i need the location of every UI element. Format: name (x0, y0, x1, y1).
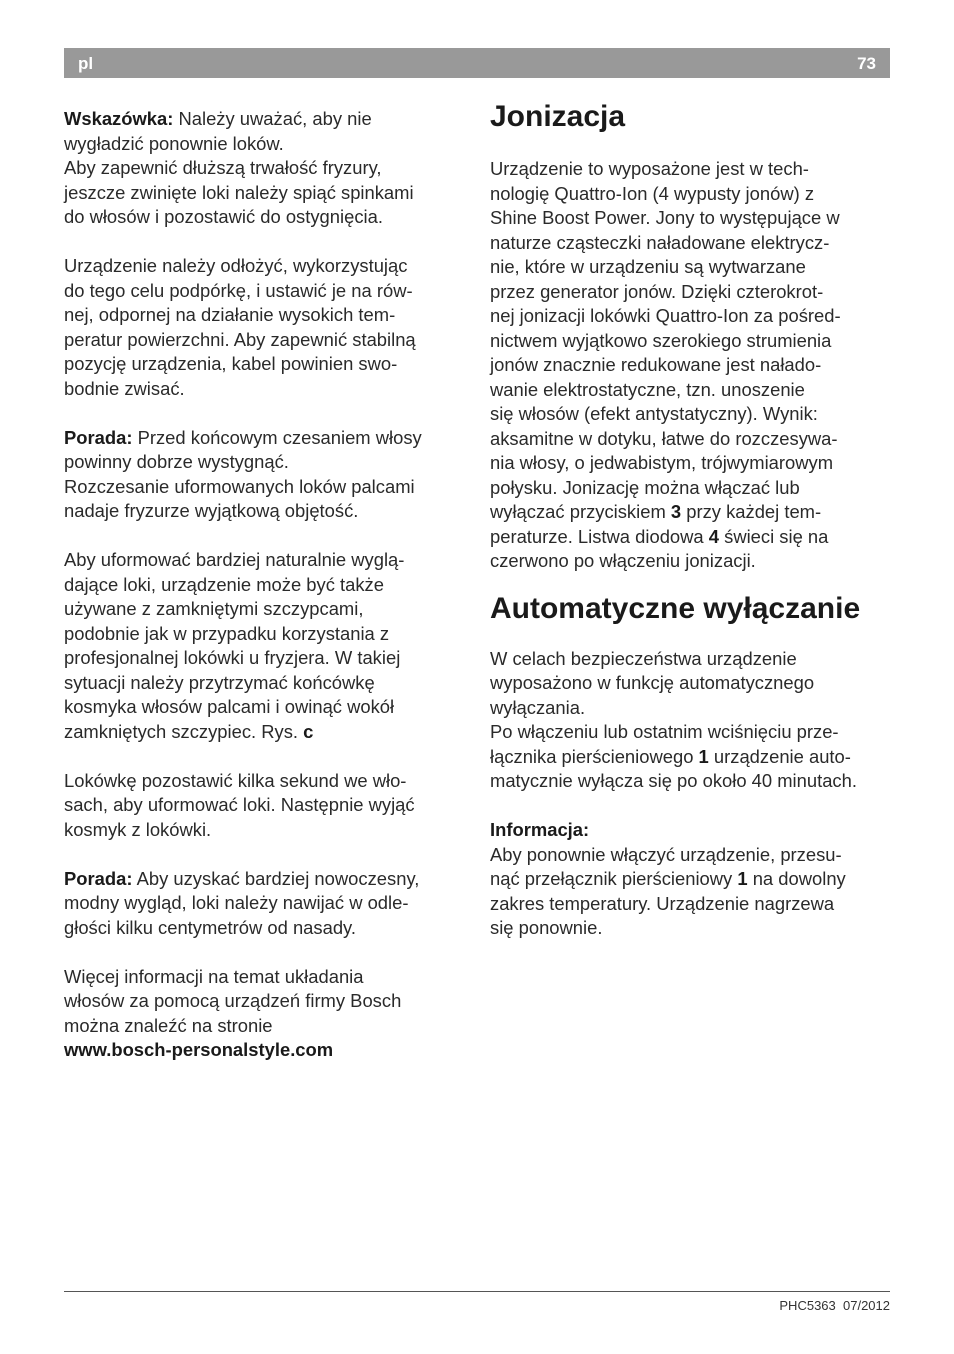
text-line: matycznie wyłącza się po około 40 minutach. (490, 770, 857, 791)
figure-reference: c (303, 720, 314, 742)
website-link[interactable]: www.bosch-personalstyle.com (64, 1039, 334, 1060)
text-line: można znaleźć na stronie (64, 1014, 273, 1036)
button-reference: 3 (670, 501, 682, 522)
text-line: profesjonalnej lokówki u fryzjera. W takiej (64, 647, 401, 668)
text-line: Aby zapewnić dłuższą trwałość fryzury, (64, 157, 382, 178)
text-line: Aby uzyskać bardziej nowoczesny, (132, 867, 420, 889)
natural-curls-paragraph (64, 548, 469, 744)
text-line: Lokówkę pozostawić kilka sekund we wło- (64, 769, 407, 791)
text-line: urządzenie auto- (708, 745, 851, 767)
text-line: peraturze. Listwa diodowa (490, 525, 709, 547)
text-line: Aby ponownie włączyć urządzenie, przesu- (490, 843, 842, 865)
text-line: powinny dobrze wystygnąć. (64, 451, 289, 472)
footer (779, 1298, 890, 1313)
text-line: włosów za pomocą urządzeń firmy Bosch (64, 990, 402, 1011)
text-line: bodnie zwisać. (64, 377, 185, 399)
text-line: aksamitne w dotyku, łatwe do rozczesywa- (490, 427, 838, 449)
led-reference: 4 (708, 525, 720, 547)
tip-label: Porada: (64, 867, 133, 889)
text-line: dające loki, urządzenie może być także (64, 573, 384, 595)
text-line: Aby uformować bardziej naturalnie wyglą- (64, 549, 405, 570)
text-line: nadaje fryzurze wyjątkową objętość. (64, 500, 359, 521)
text-line: wygładzić ponownie loków. (64, 132, 284, 154)
model-code: PHC5363 (779, 1298, 836, 1313)
text-line: podobnie jak w przypadku korzystania z (64, 622, 390, 644)
text-line: sytuacji należy przytrzymać końcówkę (64, 671, 375, 693)
text-line: wyłączać przyciskiem (490, 501, 671, 522)
text-line: połysku. Jonizację można włączać lub (490, 476, 800, 498)
information-paragraph (490, 818, 890, 941)
text-line: na dowolny (747, 868, 846, 889)
text-line: kosmyka włosów palcami i owinąć wokół (64, 696, 395, 717)
language-code: pl (78, 54, 94, 73)
text-line: Rozczesanie uformowanych loków palcami (64, 475, 415, 497)
text-line: sach, aby uformować loki. Następnie wyjąć (64, 794, 415, 815)
text-line: głości kilku centymetrów od nasady. (64, 916, 356, 938)
text-line: naturze cząsteczki naładowane elektrycz- (490, 231, 830, 253)
information-label: Informacja: (490, 819, 590, 840)
text-line: nej jonizacji lokówki Quattro-Ion za pośred- (490, 305, 841, 326)
text-line: Shine Boost Power. Jony to występujące w (490, 207, 840, 228)
text-line: nictwem wyjątkowo szerokiego strumienia (490, 329, 832, 351)
note-label: Wskazówka: (64, 108, 174, 129)
text-line: pozycję urządzenia, kabel powinien swo- (64, 353, 398, 374)
footer-divider (64, 1291, 890, 1292)
edition-date: 07/2012 (843, 1298, 890, 1313)
text-line: kosmyk z lokówki. (64, 818, 212, 840)
text-line: nej, odpornej na działanie wysokich tem- (64, 304, 396, 325)
ionization-heading: Jonizacja (490, 100, 626, 133)
ionization-paragraph (490, 157, 890, 574)
switch-reference: 1 (698, 745, 709, 767)
tip-paragraph-2 (64, 867, 469, 941)
text-line: jonów znacznie redukowane jest nałado- (490, 354, 822, 375)
text-line: Więcej informacji na temat układania (64, 965, 364, 987)
text-line: Urządzenie to wyposażone jest w tech- (490, 158, 809, 179)
tip-label: Porada: (64, 426, 133, 448)
note-paragraph (64, 107, 469, 230)
text-line: do tego celu podpórkę, i ustawić je na rów- (64, 279, 413, 301)
text-line: zakres temperatury. Urządzenie nagrzewa (490, 892, 835, 914)
text-line: nąć przełącznik pierścieniowy (490, 868, 738, 889)
text-line: peratur powierzchni. Aby zapewnić stabilną (64, 328, 416, 350)
text-line: nologię Quattro-Ion (4 wypusty jonów) z (490, 182, 815, 204)
text-line: Przed końcowym czesaniem włosy (132, 426, 422, 448)
text-line: wyposażono w funkcję automatycznego (490, 672, 815, 693)
auto-off-paragraph (490, 647, 890, 794)
page-number: 73 (857, 54, 876, 73)
text-line: przy każdej tem- (681, 501, 822, 522)
text-line: czerwono po włączeniu jonizacji. (490, 550, 756, 571)
text-line: Urządzenie należy odłożyć, wykorzystując (64, 255, 408, 276)
right-column (490, 100, 890, 941)
text-line: zamkniętych szczypiec. Rys. (64, 720, 304, 742)
left-column (64, 107, 469, 1063)
auto-off-heading: Automatyczne wyłączanie (490, 591, 861, 625)
text-line: Po włączeniu lub ostatnim wciśnięciu prze- (490, 721, 839, 742)
leave-curler-paragraph (64, 769, 469, 843)
text-line: łącznika pierścieniowego (490, 745, 699, 767)
text-line: się ponownie. (490, 917, 603, 938)
text-line: nia włosy, o jedwabistym, trójwymiarowym (490, 452, 834, 473)
text-line: wanie elektrostatyczne, tzn. unoszenie (490, 378, 805, 400)
text-line: jeszcze zwinięte loki należy spiąć spinkami (64, 181, 414, 203)
text-line: wyłączania. (490, 696, 586, 718)
more-info-paragraph (64, 965, 469, 1063)
text-line: modny wygląd, loki należy nawijać w odle- (64, 892, 409, 913)
text-line: W celach bezpieczeństwa urządzenie (490, 647, 797, 669)
switch-reference: 1 (737, 868, 748, 889)
text-line: Należy uważać, aby nie (173, 108, 372, 129)
text-line: nie, które w urządzeniu są wytwarzane (490, 256, 806, 277)
text-line: do włosów i pozostawić do ostygnięcia. (64, 206, 383, 227)
text-line: świeci się na (719, 525, 829, 547)
text-line: przez generator jonów. Dzięki czterokrot- (490, 280, 824, 302)
stand-paragraph (64, 254, 469, 401)
text-line: używane z zamkniętymi szczypcami, (64, 598, 364, 619)
text-line: się włosów (efekt antystatyczny). Wynik: (490, 403, 818, 424)
header-bar (64, 48, 890, 78)
tip-paragraph-1 (64, 426, 469, 524)
